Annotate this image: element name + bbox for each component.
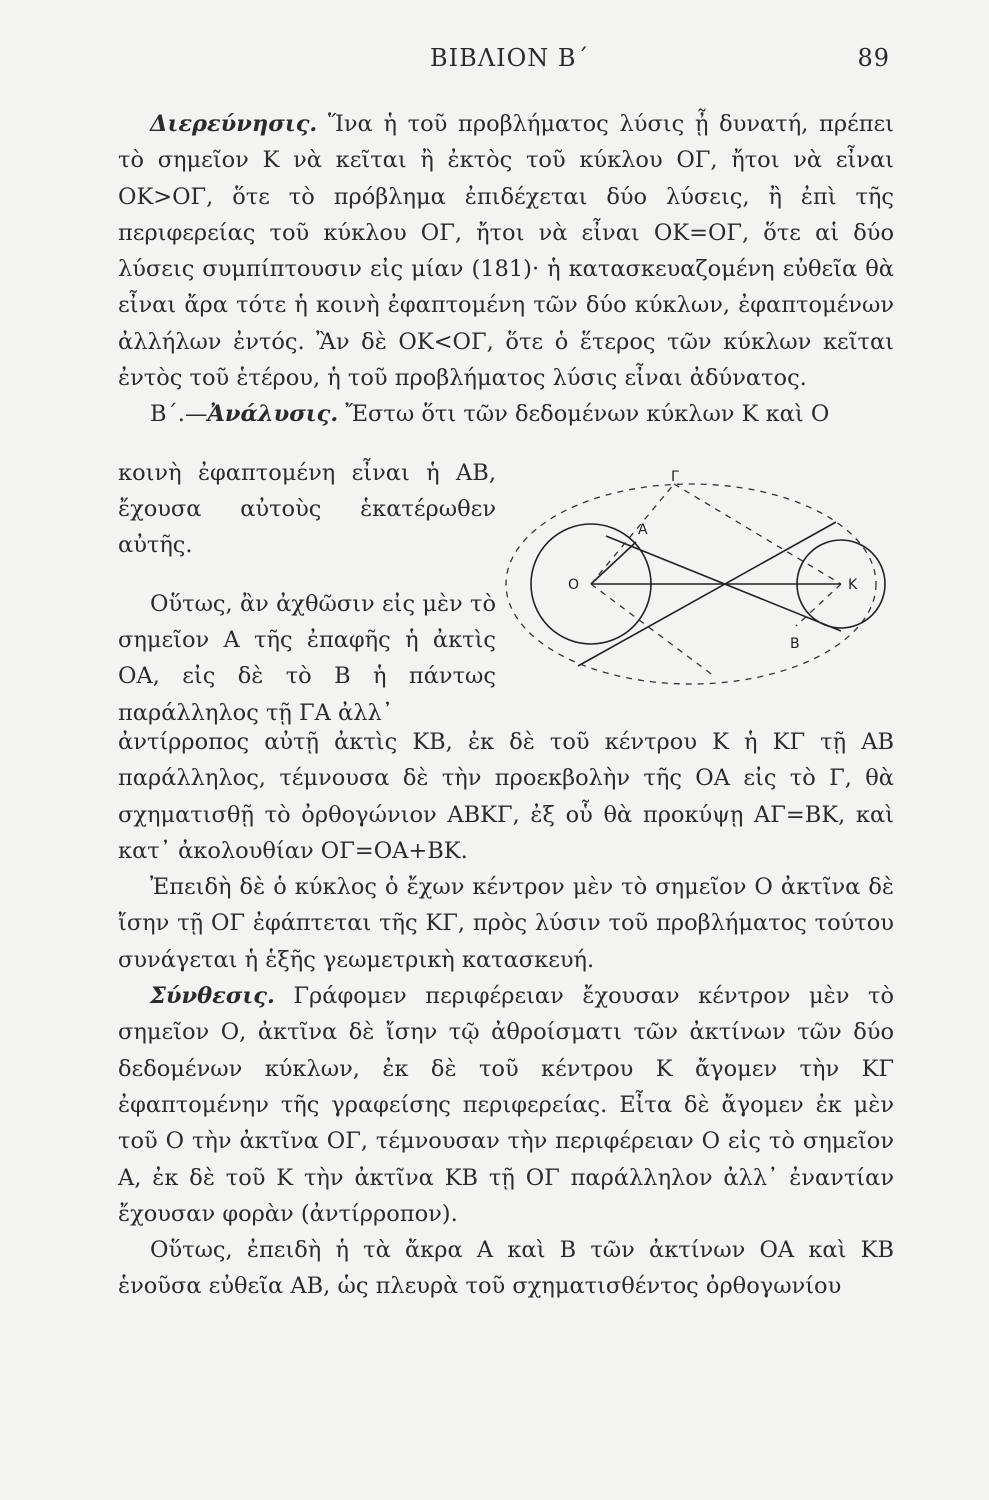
page-header <box>120 36 890 76</box>
paragraph-text: Ἐπειδὴ δὲ ὁ κύκλος ὁ ἔχων κέντρον μὲν τὸ σημεῖον Ο ἀκτῖνα δὲ ἴσην τῇ ΟΓ ἐφάπτεται τῆς ΚΓ, πρὸς λύσιν τοῦ προβλήματος τούτου συνάγεται ἡ ἑξῆς γεωμετρικὴ κατασκευή. <box>118 874 894 973</box>
paragraph-text: Γράφομεν περιφέρειαν ἔχουσαν κέντρον μὲν τὸ σημεῖον Ο, ἀκτῖνα δὲ ἴσην τῷ ἀθροίσματι τῶν ἀκτίνων τῶν δύο δεδομένων κύκλων, ἐκ δὲ τοῦ κέντρου Κ ἄγομεν τὴν ΚΓ ἐφαπτομένην τῆς γραφείσης περιφερείας. Εἶτα δὲ ἄγομεν ἐκ μὲν τοῦ Ο τὴν ἀκτῖνα ΟΓ, τέμνουσαν τὴν περιφέρειαν Ο εἰς τὸ σημεῖον Α, ἐκ δὲ τοῦ Κ τὴν ἀκτῖνα ΚΒ τῇ ΟΓ παράλληλον ἀλλ᾽ ἐναντίαν ἔχουσαν φορὰν (ἀντίρροπον). <box>118 983 894 1227</box>
running-title: ΒΙΒΛΙΟΝ Β΄ <box>430 44 590 72</box>
paragraph-text: Οὕτως, ἂν ἀχθῶσιν εἰς μὲν τὸ σημεῖον Α τῆς ἐπαφῆς ἡ ἀκτὶς ΟΑ, εἰς δὲ τὸ Β ἡ πάντως παράλληλος τῇ ΓΑ ἀλλ᾽ <box>118 590 496 726</box>
paragraph-beside-figure <box>118 432 496 754</box>
paragraph-text: κοινὴ ἐφαπτομένη εἶναι ἡ ΑΒ, ἔχουσα αὐτοὺς ἑκατέρωθεν αὐτῆς. <box>118 459 496 559</box>
label-g: Γ <box>671 469 679 485</box>
paragraph-text: Ἵνα ἡ τοῦ προβλήματος λύσις ᾖ δυνατή, πρέπει τὸ σημεῖον Κ νὰ κεῖται ἢ ἐκτὸς τοῦ κύκλου ΟΓ, ἤτοι νὰ εἶναι ΟΚ>ΟΓ, ὅτε τὸ πρόβλημα ἐπιδέχεται δύο λύσεις, ἢ ἐπὶ τῆς περιφερείας τοῦ κύκλου ΟΓ, ἤτοι νὰ εἶναι ΟΚ=ΟΓ, ὅτε αἱ δύο λύσεις συμπίπτουσιν εἰς μίαν (181)· ἡ κατασκευαζομένη εὐθεῖα θὰ εἶναι ἄρα τότε ἡ κοινὴ ἐφαπτομένη τῶν δύο κύκλων, ἐφαπτομένων ἀλλήλων ἐντός. Ἂν δὲ ΟΚ<ΟΓ, ὅτε ὁ ἕτερος τῶν κύκλων κεῖται ἐντὸς τοῦ ἑτέρου, ἡ τοῦ προβλήματος λύσις εἶναι ἀδύνατος. <box>118 111 894 392</box>
section-heading-analysis: Ἀνάλυσις. <box>207 401 339 428</box>
paragraph-text: ἀντίρροπος αὐτῇ ἀκτὶς ΚΒ, ἐκ δὲ τοῦ κέντρου Κ ἡ ΚΓ τῇ ΑΒ παράλληλος, τέμνουσα δὲ τὴν προεκβολὴν τῆς ΟΑ εἰς τὸ Γ, θὰ σχηματισθῇ τὸ ὀρθογώνιον ΑΒΚΓ, ἐξ οὗ θὰ προκύψῃ ΑΓ=ΒΚ, καὶ κατ᾽ ἀκολουθίαν ΟΓ=ΟΑ+ΒΚ. <box>118 729 894 864</box>
paragraph-text: Ἔστω ὅτι τῶν δεδομένων κύκλων Κ καὶ Ο <box>338 401 830 428</box>
label-b: Β <box>790 636 800 652</box>
section-prefix: Β΄.— <box>150 401 208 428</box>
paragraph-diereunesis <box>118 106 894 433</box>
paragraph-text: Οὕτως, ἐπειδὴ ἡ τὰ ἄκρα Α καὶ Β τῶν ἀκτίνων ΟΑ καὶ ΚΒ ἑνοῦσα εὐθεῖα ΑΒ, ὡς πλευρὰ τοῦ σχηματισθέντος ὀρθογωνίου <box>118 1237 894 1300</box>
geometric-figure <box>496 466 891 696</box>
page-number: 89 <box>857 44 890 72</box>
label-o: Ο <box>568 577 580 593</box>
segment-oa <box>591 542 636 584</box>
paragraph-continuation <box>118 724 894 1305</box>
section-heading-diereunesis: Διερεύνησις. <box>150 111 318 137</box>
label-a: Α <box>638 522 648 538</box>
segment-ob <box>591 584 714 676</box>
segment-og <box>591 484 674 584</box>
label-k: Κ <box>848 577 858 593</box>
section-heading-synthesis: Σύνθεσις. <box>150 983 275 1010</box>
